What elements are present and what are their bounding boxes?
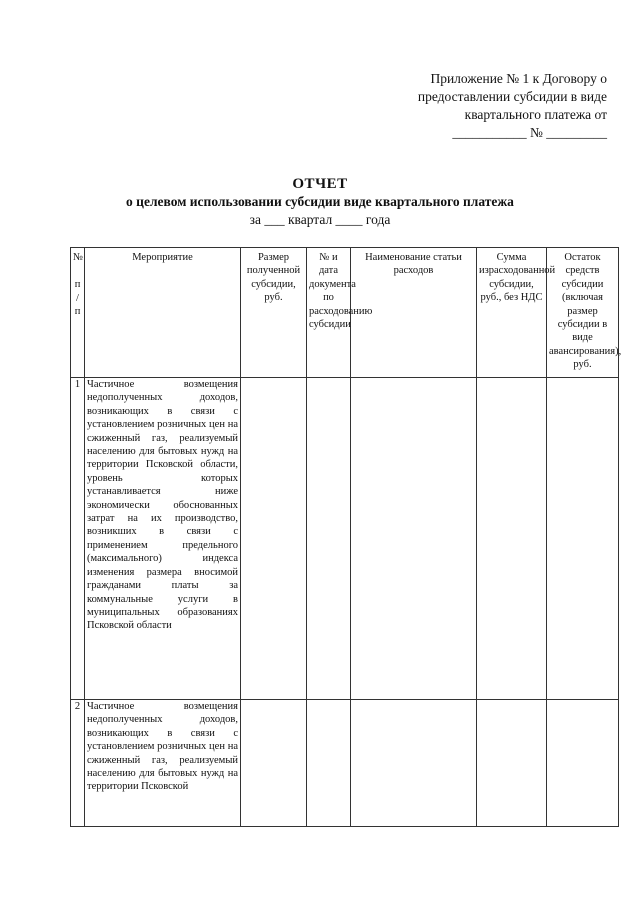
row-number: 2 [71, 700, 85, 827]
appendix-note [367, 70, 607, 142]
row-expense-item [351, 700, 477, 827]
header-balance: Остаток средств субсидии (включая размер субсидии в виде авансирования), руб. [547, 248, 619, 378]
appendix-line: Приложение № 1 к Договору о [430, 71, 607, 86]
row-spent-amount [477, 700, 547, 827]
header-subsidy-amount: Размер полученной субсидии, руб. [241, 248, 307, 378]
row-expense-item [351, 378, 477, 700]
table-header-row [71, 248, 619, 378]
table-row [71, 378, 619, 700]
report-period: за ___ квартал ____ года [249, 212, 391, 227]
row-subsidy-amount [241, 700, 307, 827]
row-spent-amount [477, 378, 547, 700]
row-number: 1 [71, 378, 85, 700]
report-subtitle: о целевом использовании субсидии виде квартального платежа [126, 194, 514, 209]
appendix-line: квартального платежа от [464, 107, 607, 122]
header-num-line: / [76, 292, 79, 304]
appendix-line: предоставлении субсидии в виде [417, 89, 607, 104]
row-balance [547, 378, 619, 700]
header-spent-amount: Сумма израсходованной субсидии, руб., без НДС [477, 248, 547, 378]
row-doc-number [307, 378, 351, 700]
report-table [70, 247, 622, 827]
header-expense-item: Наименование статьи расходов [351, 248, 477, 378]
row-doc-number [307, 700, 351, 827]
header-num-line: п [74, 306, 81, 318]
row-balance [547, 700, 619, 827]
header-doc-number: № и дата документа по расходованию субсидии [307, 248, 351, 378]
report-title: ОТЧЕТ [292, 176, 348, 192]
row-subsidy-amount [241, 378, 307, 700]
header-event: Мероприятие [85, 248, 241, 378]
row-event: Частичное возмещения недополученных доходов, возникающих в связи с установлением розничных цен на сжиженный газ, реализуемый населению для бытовых нужд на территории Псковской области, уровень которых устанавливается ниже экономически обоснованных затрат на их производство, возникших в связи с применением предельного (максимального) индекса изменения размера вносимой гражданами платы за коммунальные услуги в муниципальных образованиях Псковской области [85, 378, 241, 700]
table-row [71, 700, 619, 827]
appendix-line: ___________ № _________ [452, 125, 607, 140]
row-event: Частичное возмещения недополученных доходов, возникающих в связи с установлением розничных цен на сжиженный газ, реализуемый населению для бытовых нужд на территории Псковской [85, 700, 241, 827]
header-num [71, 248, 85, 378]
header-num-line: № [73, 252, 84, 263]
header-num-line: п [74, 279, 81, 291]
